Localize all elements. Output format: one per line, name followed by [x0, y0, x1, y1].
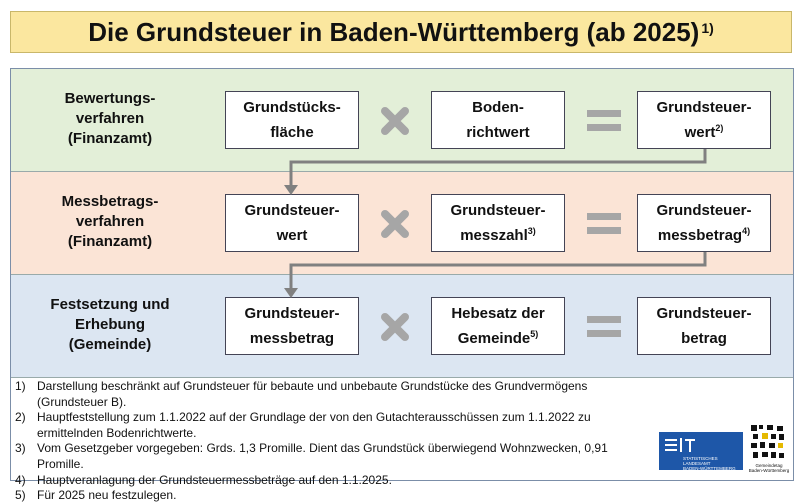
box-text: Grundsteuer- wert: [244, 201, 340, 244]
box-text: Grundsteuer- messbetrag: [244, 304, 340, 347]
box-text: Grundsteuer- betrag: [656, 304, 752, 347]
box-footnote-ref: 2): [715, 122, 724, 133]
footnote-item: 2) Hauptfeststellung zum 1.1.2022 auf der Grundlage der von den Gutachterausschüssen zum 1.1.2022 zu ermittelnden Bodenrichtwerte.: [15, 410, 591, 440]
title-footnote-ref: 1): [701, 20, 714, 36]
connector-arrows: [11, 69, 793, 379]
gemeindetag-logo-text: Gemeindetag Baden-Württemberg: [748, 463, 790, 473]
box-text: Grundsteuer- messzahl: [450, 201, 546, 244]
row-label: Festsetzung und Erhebung (Gemeinde): [50, 296, 170, 353]
row-label: Bewertungs- verfahren (Finanzamt): [64, 90, 156, 147]
arrow-head-1: [284, 185, 298, 195]
arrow-head-2: [284, 288, 298, 298]
box-footnote-ref: 4): [742, 225, 751, 236]
footnote-item: 3) Vom Gesetzgeber vorgegeben: Grds. 1,3 Promille. Dient das Grundstück überwiegend Wohnzwecken, 0,91 Promille.: [15, 441, 608, 471]
footnote-item: 5) Für 2025 neu festzulegen.: [15, 488, 177, 503]
box-text: Grundsteuer- wert: [656, 98, 752, 141]
box-footnote-ref: 5): [530, 328, 539, 339]
gemeindetag-logo: [748, 423, 790, 475]
box-text: Grundstücks- fläche: [243, 98, 341, 141]
box-text: Grundsteuer- messbetrag: [656, 201, 752, 244]
landesamt-logo-text: STATISTISCHES LANDESAMT BADEN-WÜRTTEMBERG: [683, 456, 736, 471]
box-footnote-ref: 3): [527, 225, 536, 236]
landesamt-mark-icon: [663, 436, 697, 454]
box-text: Hebesatz der Gemeinde: [451, 304, 545, 347]
footnote-item: 4) Hauptveranlagung der Grundsteuermessbeträge auf den 1.1.2025.: [15, 472, 392, 487]
arrow-row2-to-row3: [291, 252, 705, 290]
process-diagram: [10, 68, 794, 503]
gemeindetag-mark-icon: [749, 423, 787, 463]
footnotes: [15, 379, 655, 504]
footnote-item: 1) Darstellung beschränkt auf Grundsteuer für bebaute und unbebaute Grundstücke des Grundvermögens (Grundsteuer B).: [15, 379, 588, 409]
arrow-row1-to-row2: [291, 149, 705, 187]
title-text: Die Grundsteuer in Baden-Württemberg (ab 2025): [88, 16, 700, 47]
row-label: Messbetrags- verfahren (Finanzamt): [61, 193, 159, 250]
statistisches-landesamt-logo: [659, 432, 743, 470]
page-title: [10, 11, 792, 53]
box-text: Boden- richtwert: [466, 98, 530, 141]
